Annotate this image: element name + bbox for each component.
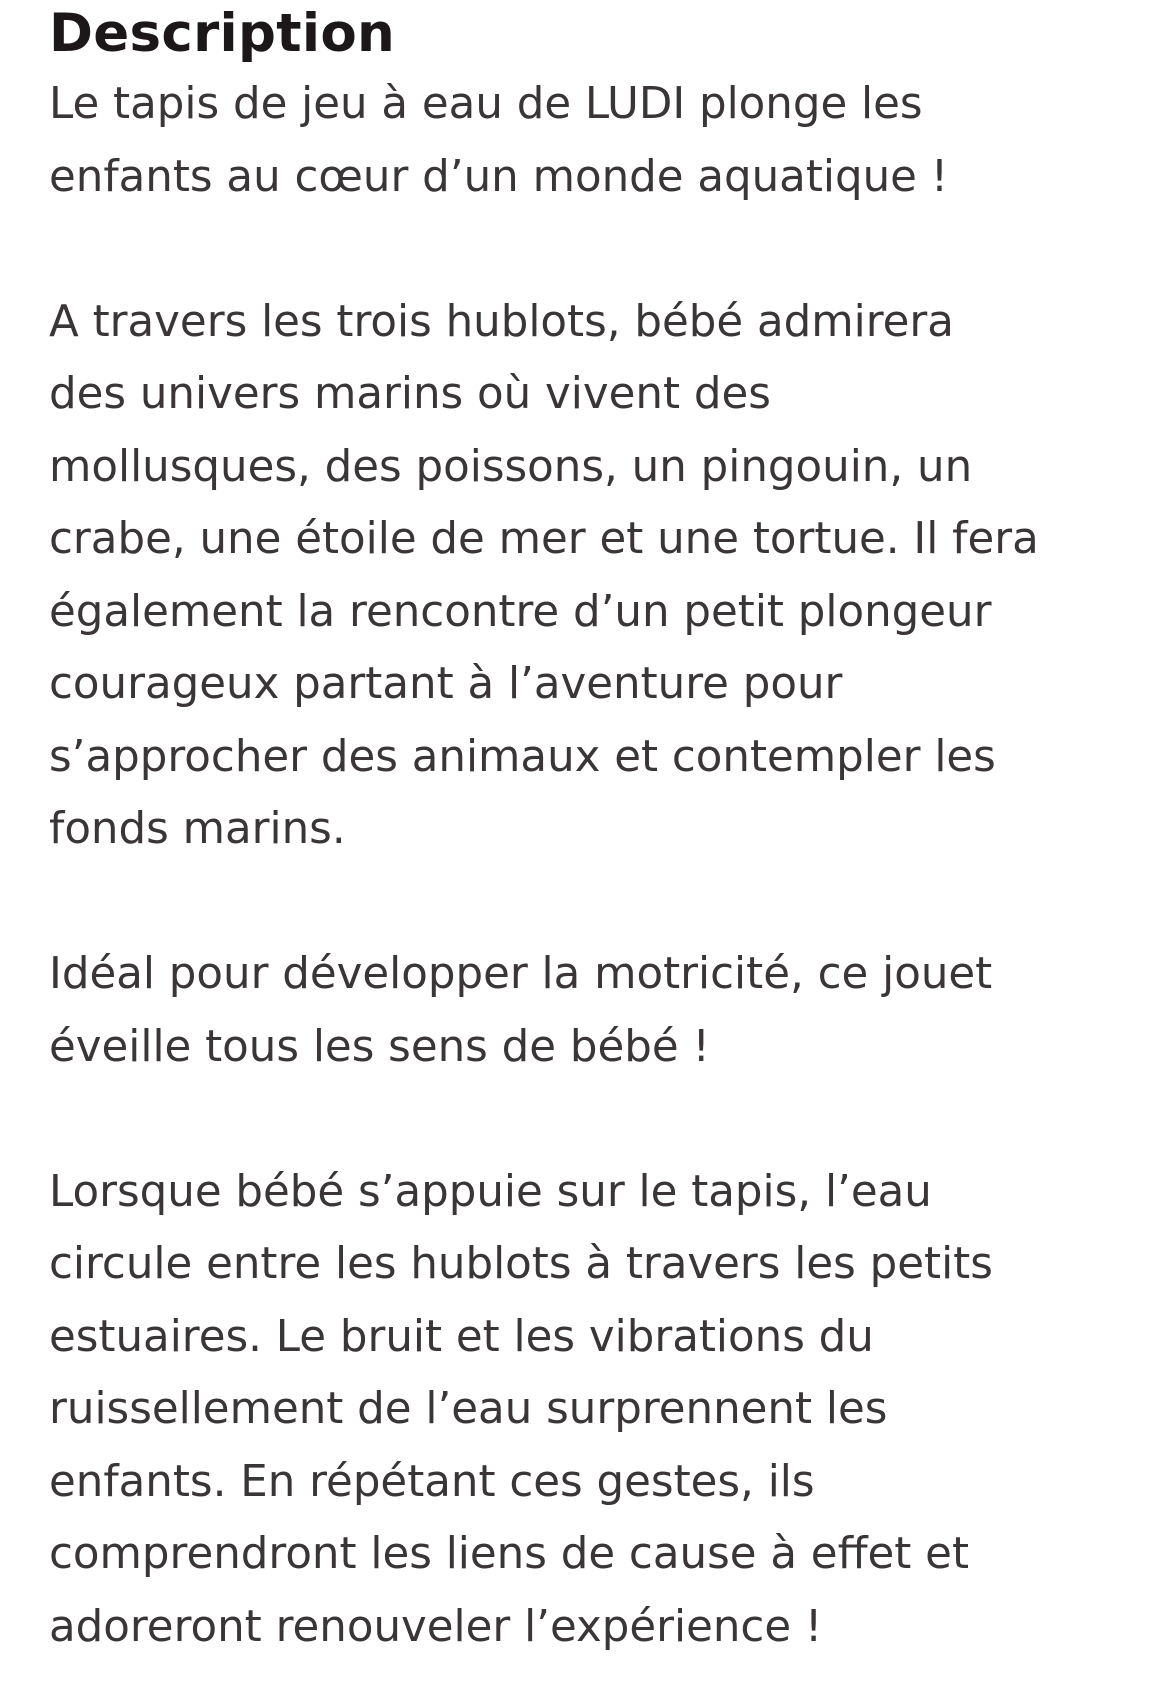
- description-paragraph-3: [49, 938, 1159, 1083]
- paragraph-line: enfants au cœur d’un monde aquatique !: [49, 151, 949, 202]
- paragraph-spacer: [49, 213, 1159, 286]
- paragraph-spacer: [49, 866, 1159, 939]
- paragraph-line: Lorsque bébé s’appuie sur le tapis, l’eau: [49, 1166, 932, 1217]
- paragraph-line: adoreront renouveler l’expérience !: [49, 1601, 823, 1652]
- description-paragraph-1: [49, 68, 1159, 213]
- paragraph-line: estuaires. Le bruit et les vibrations du: [49, 1311, 874, 1362]
- paragraph-line: s’approcher des animaux et contempler les: [49, 731, 996, 782]
- paragraph-line: mollusques, des poissons, un pingouin, un: [49, 441, 973, 492]
- paragraph-spacer: [49, 1083, 1159, 1156]
- paragraph-line: courageux partant à l’aventure pour: [49, 659, 843, 709]
- paragraph-line: ruissellement de l’eau surprennent les: [49, 1384, 888, 1434]
- paragraph-line: A travers les trois hublots, bébé admirera: [49, 296, 954, 347]
- description-paragraph-4: [49, 1156, 1159, 1664]
- paragraph-line: fonds marins.: [49, 804, 346, 854]
- paragraph-line: comprendront les liens de cause à effet et: [49, 1529, 969, 1579]
- section-title: Description: [49, 3, 396, 64]
- paragraph-line: Idéal pour développer la motricité, ce jouet: [49, 949, 993, 999]
- paragraph-line: éveille tous les sens de bébé !: [49, 1021, 710, 1072]
- paragraph-line: également la rencontre d’un petit plongeur: [49, 586, 992, 637]
- paragraph-line: Le tapis de jeu à eau de LUDI plonge les: [49, 79, 923, 129]
- paragraph-line: circule entre les hublots à travers les petits: [49, 1239, 993, 1289]
- product-description-section: [49, 0, 1159, 1663]
- paragraph-line: crabe, une étoile de mer et une tortue. Il fera: [49, 514, 1039, 564]
- description-paragraph-2: [49, 286, 1159, 866]
- paragraph-line: enfants. En répétant ces gestes, ils: [49, 1456, 815, 1507]
- paragraph-line: des univers marins où vivent des: [49, 369, 771, 419]
